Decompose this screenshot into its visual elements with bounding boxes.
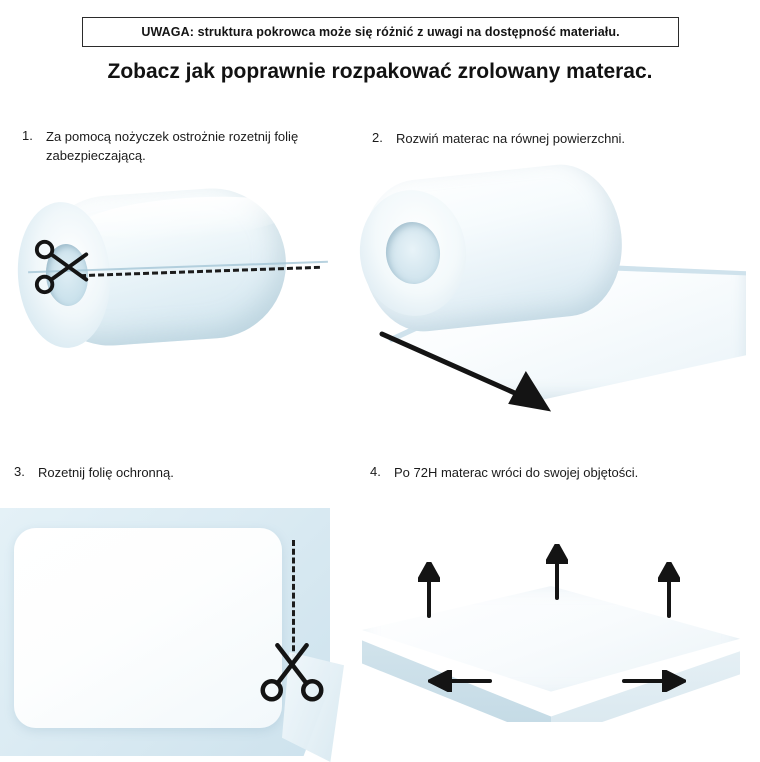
notice-banner	[82, 17, 679, 47]
step-3-figure	[0, 502, 345, 760]
flat-mattress	[14, 528, 282, 728]
step-3-caption	[14, 464, 334, 483]
arrow-up-icon	[546, 544, 568, 600]
step-2-number: 2.	[372, 130, 383, 145]
step-4-caption	[370, 464, 720, 483]
step-2-caption	[372, 130, 702, 149]
step-1-number: 1.	[22, 128, 33, 143]
scissors-icon	[256, 634, 328, 706]
step-4-number: 4.	[370, 464, 381, 479]
step-2-text: Rozwiń materac na równej powierzchni.	[396, 131, 626, 146]
notice-text: UWAGA: struktura pokrowca może się różnić z uwagi na dostępność materiału.	[141, 25, 620, 39]
page-title: Zobacz jak poprawnie rozpakować zrolowany materac.	[107, 60, 653, 83]
arrow-up-icon	[418, 562, 440, 618]
step-1-figure	[8, 178, 338, 378]
arrow-left-icon	[428, 670, 492, 692]
arrow-down-right-icon	[376, 328, 566, 418]
step-4-figure	[350, 530, 750, 730]
step-3-number: 3.	[14, 464, 25, 479]
arrow-up-icon	[658, 562, 680, 618]
step-1-caption	[22, 128, 322, 166]
step-4-text: Po 72H materac wróci do swojej objętości.	[394, 465, 639, 480]
step-2-figure	[352, 168, 752, 430]
step-1-text: Za pomocą nożyczek ostrożnie rozetnij folię zabezpieczającą.	[46, 129, 299, 163]
arrow-right-icon	[622, 670, 686, 692]
step-3-text: Rozetnij folię ochronną.	[38, 465, 174, 480]
scissors-icon	[32, 236, 94, 298]
